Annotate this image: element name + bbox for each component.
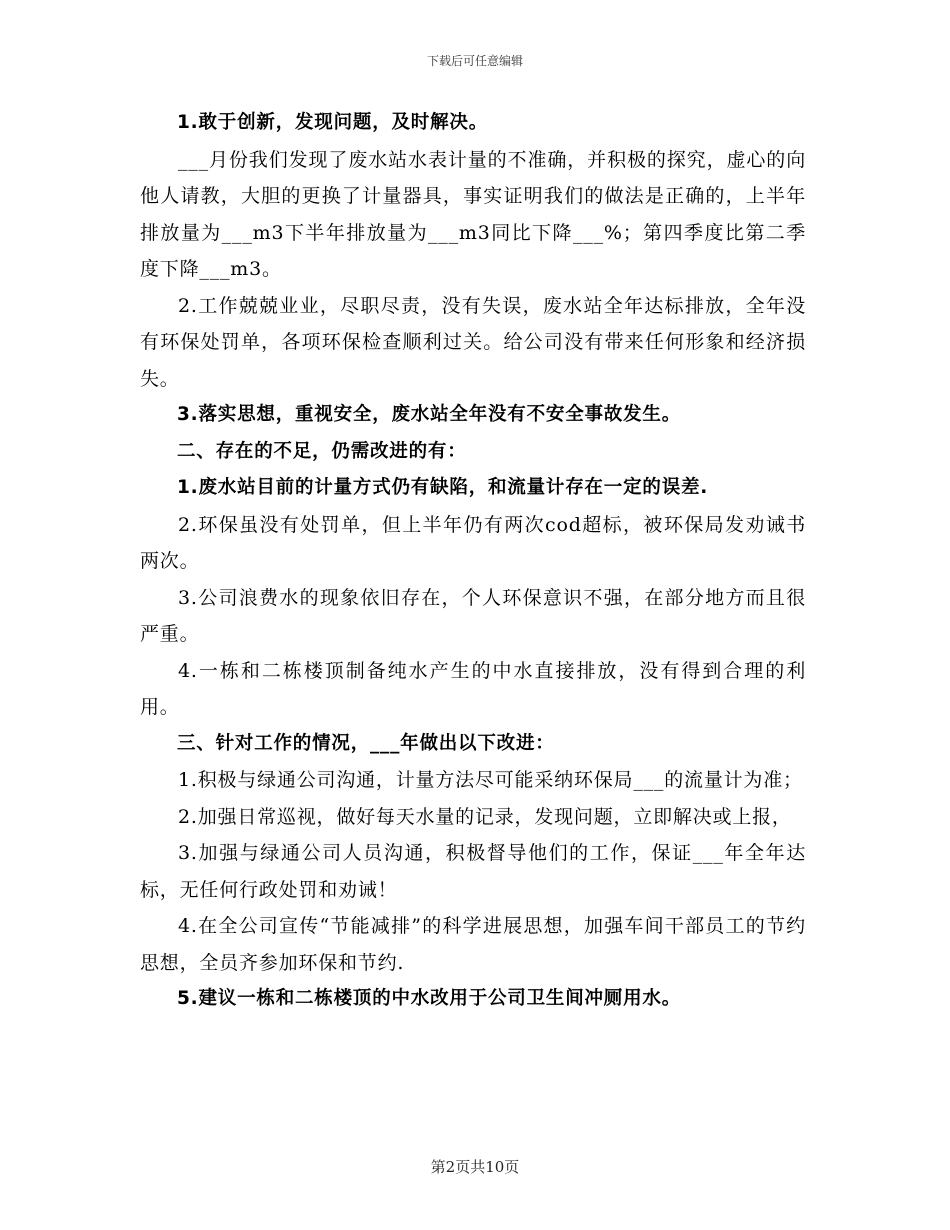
paragraph-15: 5.建议一栋和二栋楼顶的中水改用于公司卫生间冲厕用水。 [177,988,682,1009]
paragraph-8: 3.公司浪费水的现象依旧存在，个人环保意识不强，在部分地方而且很严重。 [140,586,806,645]
paragraph-12: 2.加强日常巡视，做好每天水量的记录，发现问题，立即解决或上报， [178,805,792,828]
paragraph-2: ___月份我们发现了废水站水表计量的不准确，并积极的探究，虚心的向他人请教，大胆的更换了计量器具，事实证明我们的做法是正确的，上半年排放量为___m3下半年排放量为___m3同比下降___%；第四季度比第二季度下降___m3。 [140,148,806,280]
page-header-note: 下载后可任意编辑 [426,54,523,68]
paragraph-11: 1.积极与绿通公司沟通，计量方法尽可能采纳环保局___的流量计为准； [178,769,803,791]
section-heading-2: 二、存在的不足，仍需改进的有： [177,440,467,462]
paragraph-13: 3.加强与绿通公司人员沟通，积极督导他们的工作，保证___年全年达标，无任何行政处罚和劝诫！ [140,842,806,901]
paragraph-9: 4.一栋和二栋楼顶制备纯水产生的中水直接排放，没有得到合理的利用。 [140,659,806,718]
page-number-footer: 第2页共10页 [430,1158,520,1176]
paragraph-3: 2.工作兢兢业业，尽职尽责，没有失误，废水站全年达标排放，全年没有环保处罚单，各项环保检查顺利过关。给公司没有带来任何形象和经济损失。 [140,294,806,390]
paragraph-1: 1.敢于创新，发现问题，及时解决。 [177,112,489,133]
paragraph-4: 3.落实思想，重视安全，废水站全年没有不安全事故发生。 [177,404,682,425]
section-heading-3: 三、针对工作的情况，___年做出以下改进： [177,732,555,754]
paragraph-7: 2.环保虽没有处罚单，但上半年仍有两次cod超标，被环保局发劝诫书两次。 [140,513,806,572]
paragraph-14: 4.在全公司宣传“节能减排”的科学进展思想，加强车间干部员工的节约思想，全员齐参加环保和节约. [140,915,806,974]
paragraph-6: 1.废水站目前的计量方式仍有缺陷，和流量计存在一定的误差. [177,477,709,498]
document-body [140,105,806,1018]
